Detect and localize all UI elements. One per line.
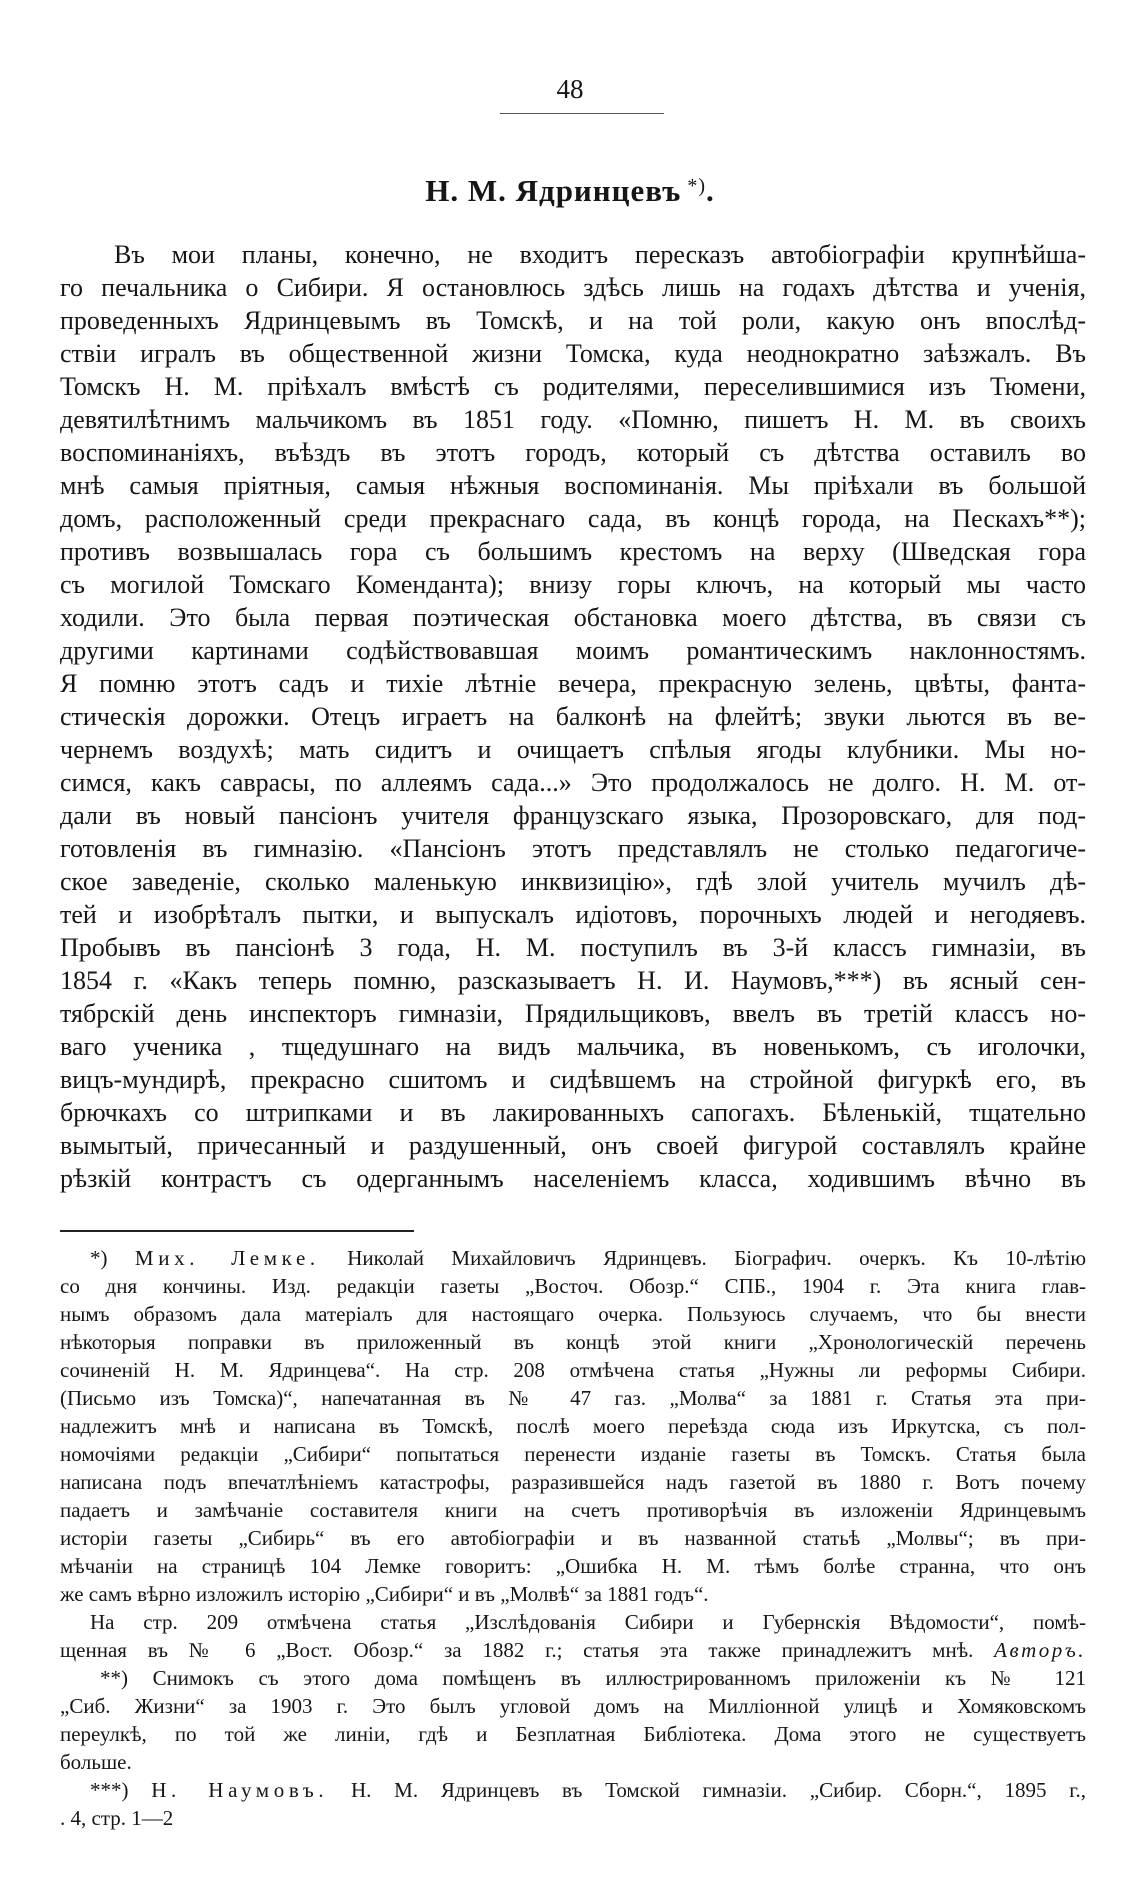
text-line: Томскъ Н. М. пріѣхалъ вмѣстѣ съ родителями, переселившимися изъ Тюмени,: [60, 372, 1086, 401]
main-text: [60, 238, 1086, 1195]
text-line: домъ, расположенный среди прекраснаго сада, въ концѣ города, на Пескахъ**);: [60, 504, 1086, 533]
footnote-marker: ***): [90, 1778, 129, 1802]
footnote-line: мѣчаніи на страницѣ 104 Лемке говоритъ: „Ошибка Н. М. тѣмъ болѣе странна, что онъ: [60, 1554, 1086, 1578]
text-line: девятилѣтнимъ мальчикомъ въ 1851 году. «Помню, пишетъ Н. М. въ своихъ: [60, 405, 1086, 434]
footnote-line: переулкѣ, по той же линіи, гдѣ и Безплатная Библіотека. Дома этого не существуетъ: [60, 1722, 1086, 1746]
footnote-text: Николай Михайловичъ Ядринцевъ. Біографич. очеркъ. Къ 10-лѣтію: [347, 1246, 1086, 1270]
text-line: Я помню этотъ садъ и тихіе лѣтніе вечера, прекрасную зелень, цвѣты, фанта-: [60, 669, 1086, 698]
text-line: Въ мои планы, конечно, не входитъ пересказъ автобіографіи крупнѣйша-: [114, 240, 1086, 269]
footnote-line: На стр. 209 отмѣчена статья „Изслѣдованія Сибири и Губернскія Вѣдомости“, помѣ-: [90, 1610, 1086, 1634]
footnote-text: щенная въ № 6 „Вост. Обозр.“ за 1882 г.; статья эта также принадлежитъ мнѣ.: [60, 1638, 974, 1662]
text-line: стическія дорожки. Отецъ играетъ на балконѣ на флейтѣ; звуки льются въ ве-: [60, 702, 1086, 731]
chapter-title-text: Н. М. Ядринцевъ: [425, 173, 682, 208]
text-line: проведенныхъ Ядринцевымъ въ Томскѣ, и на той роли, какую онъ впослѣд-: [60, 306, 1086, 335]
footnote-line: же самъ вѣрно изложилъ исторію „Сибири“ и въ „Молвѣ“ за 1881 годъ“.: [60, 1582, 709, 1606]
text-line: брючкахъ со штрипками и въ лакированныхъ сапогахъ. Бѣленькій, тщательно: [60, 1098, 1086, 1127]
text-line: противъ возвышалась гора съ большимъ крестомъ на верху (Шведская гора: [60, 537, 1086, 566]
author-signature: Авторъ.: [994, 1638, 1086, 1662]
footnote-line: [60, 1244, 1086, 1272]
text-line: ходили. Это была первая поэтическая обстановка моего дѣтства, въ связи съ: [60, 603, 1086, 632]
footnote-line: со дня кончины. Изд. редакціи газеты „Восточ. Обозр.“ СПБ., 1904 г. Эта книга глав-: [60, 1274, 1086, 1298]
text-line: тей и изобрѣталъ пытки, и выпускалъ идіотовъ, порочныхъ людей и негодяевъ.: [60, 900, 1086, 929]
page-number-rule: [500, 113, 664, 114]
text-line: мнѣ самыя пріятныя, самыя нѣжныя воспоминанія. Мы пріѣхали въ большой: [60, 471, 1086, 500]
footnote-line: нѣкоторыя поправки въ приложенный въ концѣ этой книги „Хронологическій перечень: [60, 1330, 1086, 1354]
footnote-line: [60, 1776, 1086, 1804]
footnote-line: . 4, стр. 1—2: [60, 1806, 174, 1830]
footnote-text: Н. М. Ядринцевъ въ Томской гимназіи. „Сибир. Сборн.“, 1895 г.,: [350, 1778, 1086, 1802]
text-line: Пробывъ въ пансіонѣ 3 года, Н. М. поступилъ въ 3-й классъ гимназіи, въ: [60, 933, 1086, 962]
title-suffix: .: [706, 173, 715, 208]
footnote-line: номочіями редакціи „Сибири“ попытаться перенести изданіе газеты въ Томскъ. Статья была: [60, 1442, 1086, 1466]
footnote-line: нымъ образомъ дала матеріалъ для настоящаго очерка. Пользуюсь случаемъ, что бы внести: [60, 1302, 1086, 1326]
footnote-line: [60, 1664, 1086, 1692]
text-line: готовленія въ гимназію. «Пансіонъ этотъ представлялъ не столько педагогиче-: [60, 834, 1086, 863]
text-line: тябрскій день инспекторъ гимназіи, Прядильщиковъ, ввелъ въ третій классъ но-: [60, 999, 1086, 1028]
text-line: вицъ-мундирѣ, прекрасно сшитомъ и сидѣвшемъ на стройной фигуркѣ его, въ: [60, 1065, 1086, 1094]
footnote-line: написана подъ впечатлѣніемъ катастрофы, разразившейся надъ газетой въ 1880 г. Вотъ почему: [60, 1470, 1086, 1494]
footnote-line: падаетъ и замѣчаніе составителя книги на счетъ противорѣчія въ изложеніи Ядринцевымъ: [60, 1498, 1086, 1522]
text-line: рѣзкій контрастъ съ одерганнымъ населеніемъ класса, ходившимъ вѣчно въ: [60, 1164, 1086, 1193]
page-number: 48: [556, 74, 584, 104]
footnotes: [60, 1244, 1086, 1832]
footnote-marker: *): [90, 1246, 108, 1270]
footnote-line: исторіи газеты „Сибирь“ въ его автобіографіи и въ названной статьѣ „Молвы“; въ при-: [60, 1526, 1086, 1550]
footnote-line: надлежитъ мнѣ и написана въ Томскѣ, послѣ моего переѣзда сюда изъ Иркутска, съ пол-: [60, 1414, 1086, 1438]
text-line: чернемъ воздухѣ; мать сидитъ и очищаетъ спѣлыя ягоды клубники. Мы но-: [60, 735, 1086, 764]
text-line: вымытый, причесанный и раздушенный, онъ своей фигурой составлялъ крайне: [60, 1131, 1086, 1160]
footnote-line: сочиненій Н. М. Ядринцева“. На стр. 208 отмѣчена статья „Нужны ли реформы Сибири.: [60, 1358, 1086, 1382]
footnote-marker: **): [100, 1666, 128, 1690]
text-line: съ могилой Томскаго Коменданта); внизу горы ключъ, на который мы часто: [60, 570, 1086, 599]
text-line: дали въ новый пансіонъ учителя французскаго языка, Прозоровскаго, для под-: [60, 801, 1086, 830]
title-footnote-marker: *): [687, 175, 706, 197]
text-line: другими картинами содѣйствовавшая моимъ романтическимъ наклонностямъ.: [60, 636, 1086, 665]
footnote-line: „Сиб. Жизни“ за 1903 г. Это былъ угловой домъ на Милліонной улицѣ и Хомяковскомъ: [60, 1694, 1086, 1718]
text-line: ское заведеніе, сколько маленькую инквизицію», гдѣ злой учитель мучилъ дѣ-: [60, 867, 1086, 896]
footnote-author: Мих. Лемке.: [134, 1246, 320, 1270]
footnote-author: Н. Наумовъ.: [151, 1778, 329, 1802]
footnote-text: Снимокъ съ этого дома помѣщенъ въ иллюстрированномъ приложеніи къ № 121: [152, 1666, 1086, 1690]
footnote-line: (Письмо изъ Томска)“, напечатанная въ № 47 газ. „Молва“ за 1881 г. Статья эта при-: [60, 1386, 1086, 1410]
chapter-title: [0, 166, 1140, 211]
text-line: воспоминаніяхъ, въѣздъ въ этотъ городъ, который съ дѣтства оставилъ во: [60, 438, 1086, 467]
text-line: ствіи игралъ въ общественной жизни Томска, куда неоднократно заѣзжалъ. Въ: [60, 339, 1086, 368]
footnote-separator: [60, 1230, 414, 1232]
text-line: ваго ученика , тщедушнаго на видъ мальчика, въ новенькомъ, съ иголочки,: [60, 1032, 1086, 1061]
footnote-line: [60, 1636, 1086, 1664]
text-line: симся, какъ саврасы, по аллеямъ сада...» Это продолжалось не долго. Н. М. от-: [60, 768, 1086, 797]
text-line: го печальника о Сибири. Я остановлюсь здѣсь лишь на годахъ дѣтства и ученія,: [60, 273, 1086, 302]
footnote-line: больше.: [60, 1750, 132, 1774]
text-line: 1854 г. «Какъ теперь помню, разсказываетъ Н. И. Наумовъ,***) въ ясный сен-: [60, 966, 1086, 995]
